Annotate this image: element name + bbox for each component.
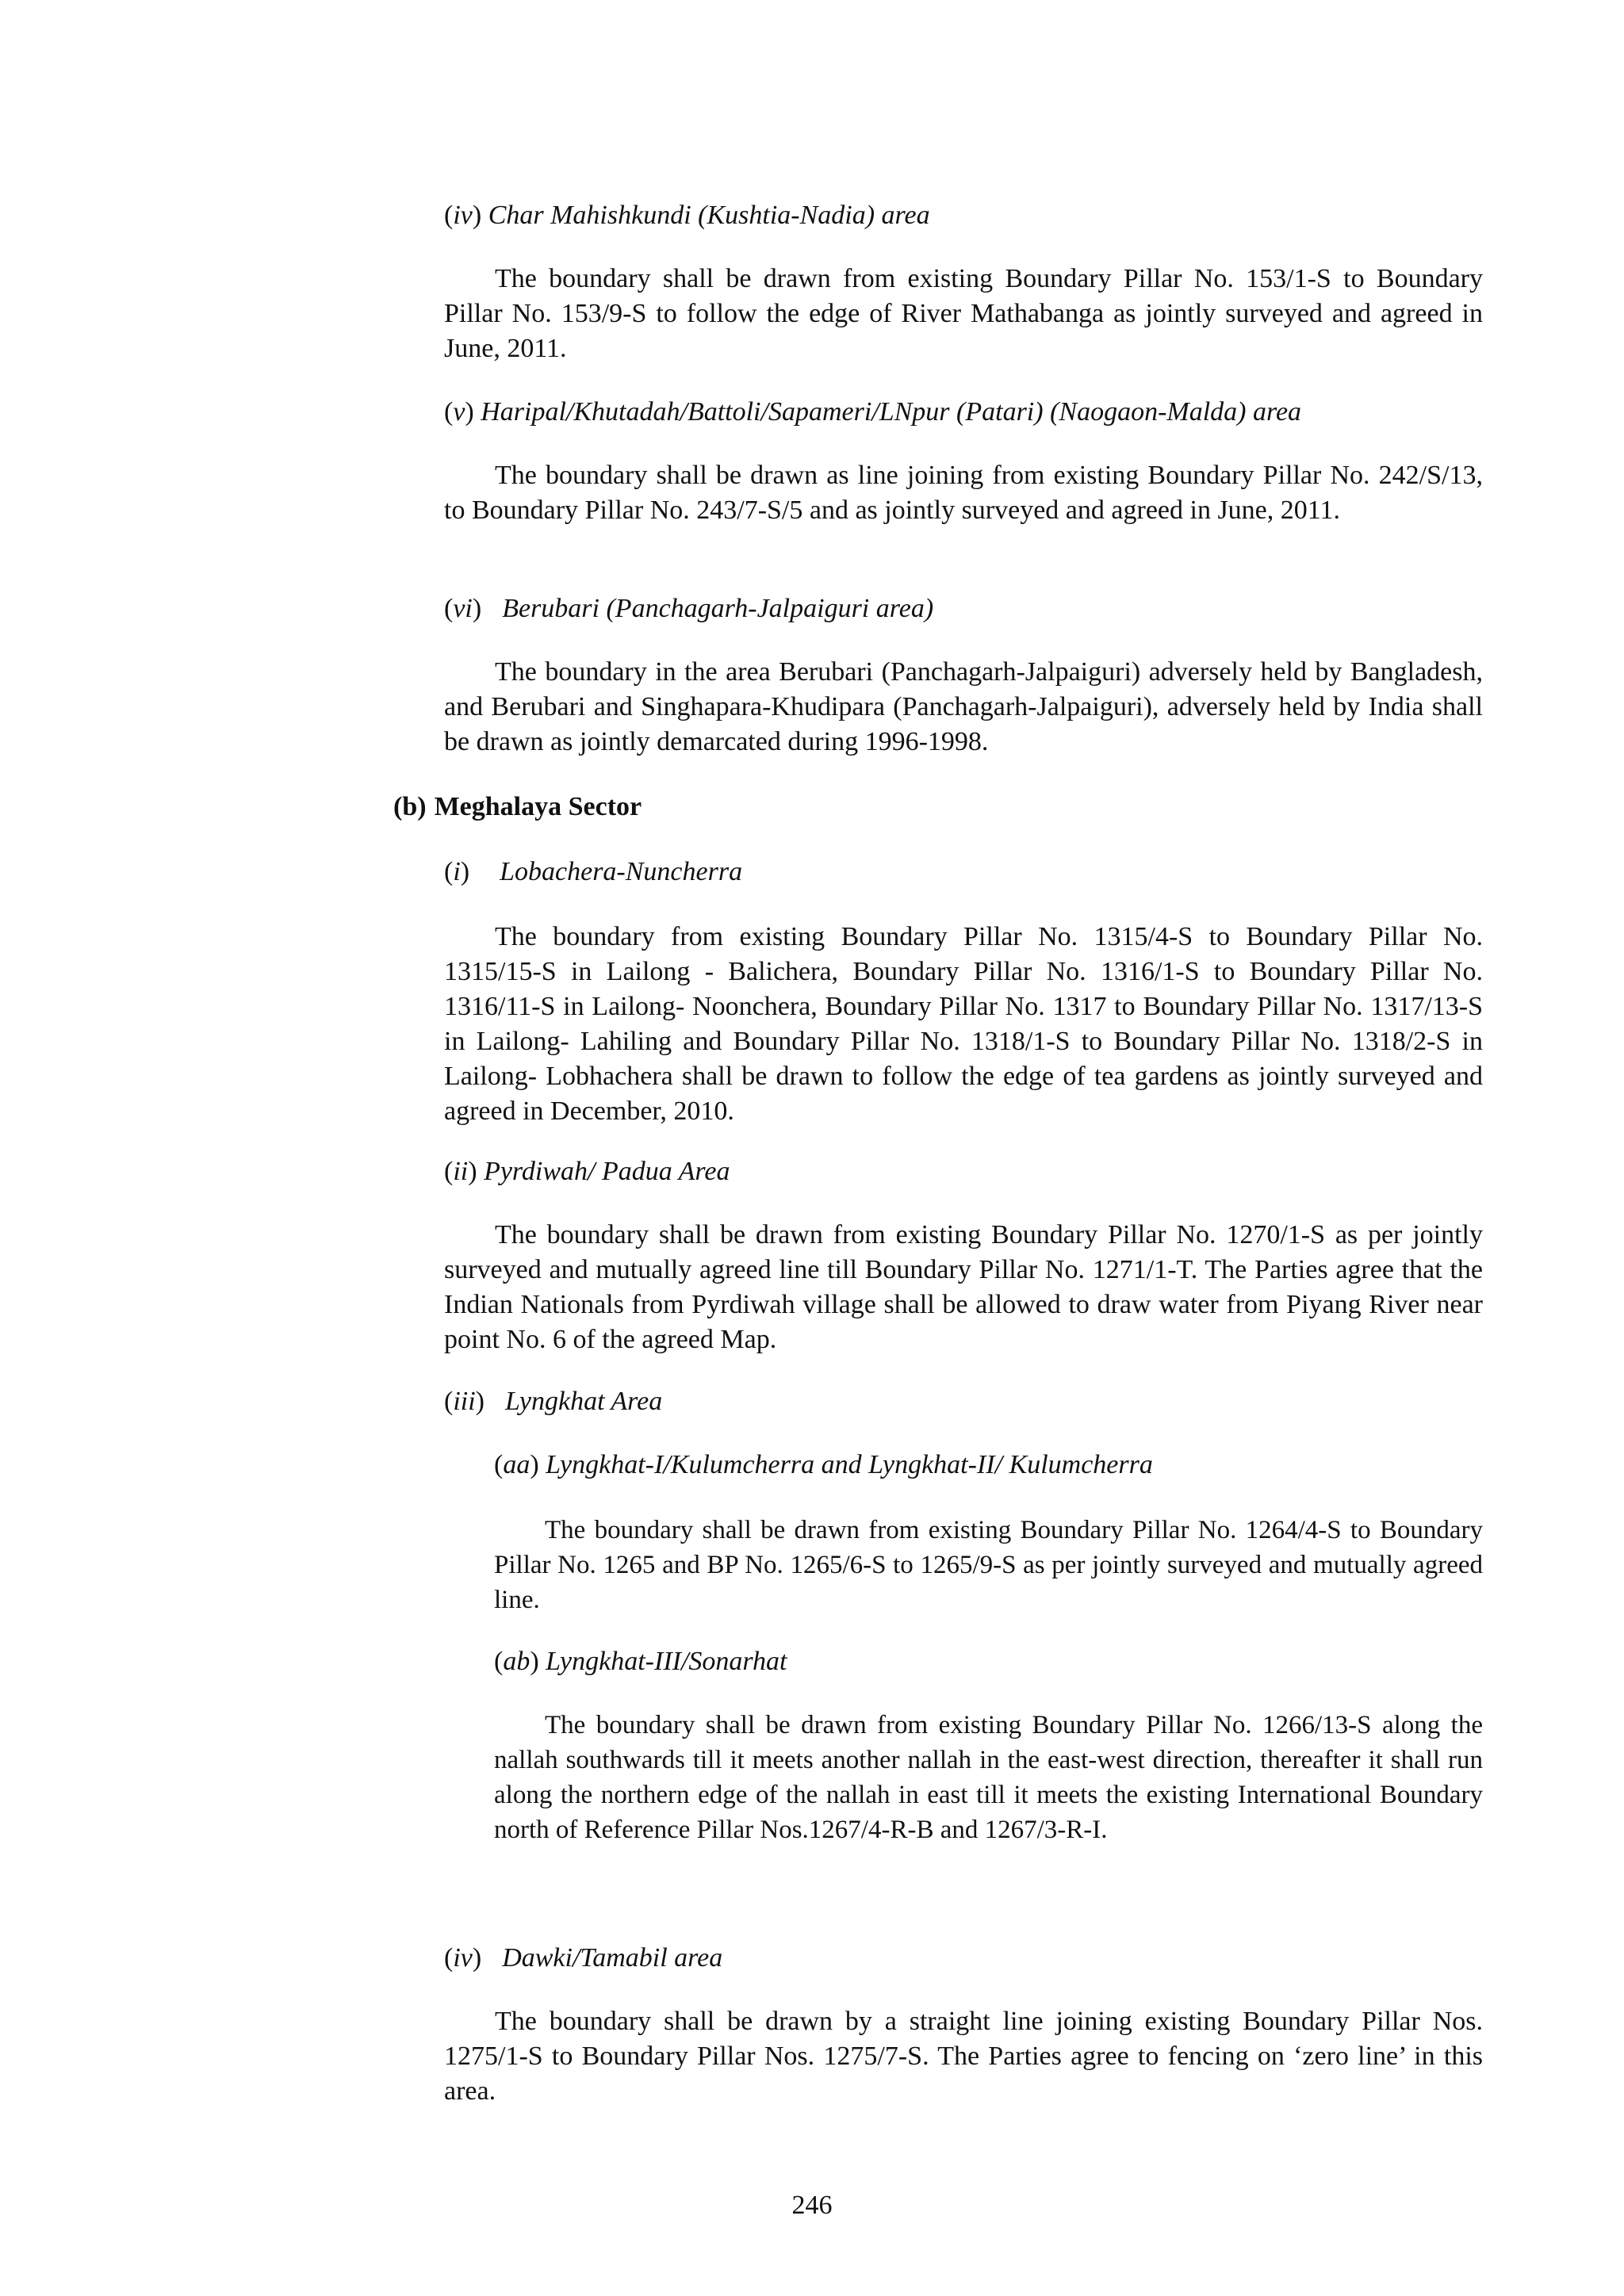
- section-title: Lyngkhat Area: [505, 1387, 663, 1416]
- section-number: iii: [453, 1387, 476, 1416]
- section-paragraph: The boundary in the area Berubari (Panchagarh-Jalpaiguri) adversely held by Bangladesh, and Berubari and Singhapara-Khudipara (Panchagarh-Jalpaiguri), adversely held by India shall be drawn as jointly demarcated during 1996-1998.: [444, 657, 1483, 756]
- section-title: Haripal/Khutadah/Battoli/Sapameri/LNpur (Patari) (Naogaon-Malda) area: [481, 397, 1302, 427]
- section-heading-iv-dawki: (iv) Dawki/Tamabil area: [444, 1943, 723, 1973]
- section-number: i: [453, 857, 461, 886]
- section-title: Berubari (Panchagarh-Jalpaiguri area): [502, 594, 934, 623]
- section-paragraph: The boundary shall be drawn as line joining from existing Boundary Pillar No. 242/S/13, to Boundary Pillar No. 243/7-S/5 and as jointly surveyed and agreed in June, 2011.: [444, 461, 1483, 525]
- section-paragraph: The boundary shall be drawn by a straight line joining existing Boundary Pillar Nos. 1275/1-S to Boundary Pillar Nos. 1275/7-S. The Parties agree to fencing on ‘zero line’ in this area.: [444, 2007, 1483, 2106]
- section-heading-iii: (iii) Lyngkhat Area: [444, 1387, 663, 1416]
- sector-heading: [393, 790, 642, 825]
- subsection-title: Lyngkhat-III/Sonarhat: [546, 1647, 787, 1676]
- section-number: iv: [453, 1943, 473, 1973]
- sector-title: Meghalaya Sector: [434, 792, 642, 821]
- subsection-number: aa: [503, 1450, 530, 1479]
- subsection-heading-ab: (ab) Lyngkhat-III/Sonarhat: [494, 1647, 787, 1676]
- section-number: iv: [453, 201, 473, 230]
- page-number: 246: [791, 2191, 833, 2220]
- subsection-paragraph: The boundary shall be drawn from existing Boundary Pillar No. 1266/13-S along the nallah southwards till it meets another nallah in the east-west direction, thereafter it shall run along the northern edge of the nallah in east till it meets the existing International Boundary north of Reference Pillar Nos.1267/4-R-B and 1267/3-R-I.: [494, 1711, 1483, 1844]
- section-paragraph: The boundary shall be drawn from existing Boundary Pillar No. 153/1-S to Boundary Pillar No. 153/9-S to follow the edge of River Mathabanga as jointly surveyed and agreed in June, 2011.: [444, 264, 1483, 363]
- section-heading-ii: (ii) Pyrdiwah/ Padua Area: [444, 1157, 730, 1186]
- section-paragraph: The boundary from existing Boundary Pillar No. 1315/4-S to Boundary Pillar No. 1315/15-S in Lailong - Balichera, Boundary Pillar No. 1316/1-S to Boundary Pillar No. 1316/11-S in Lailong- Noonchera, Boundary Pillar No. 1317 to Boundary Pillar No. 1317/13-S in Lailong- Lahiling and Boundary Pillar No. 1318/1-S to Boundary Pillar No. 1318/2-S in Lailong- Lobhachera shall be drawn to follow the edge of tea gardens as jointly surveyed and agreed in December, 2010.: [444, 922, 1483, 1126]
- sector-label: (b): [393, 792, 427, 821]
- section-title: Lobachera-Nuncherra: [500, 857, 743, 886]
- section-title: Pyrdiwah/ Padua Area: [484, 1157, 730, 1186]
- subsection-number: ab: [503, 1647, 530, 1676]
- section-heading-i: (i) Lobachera-Nuncherra: [444, 857, 743, 886]
- section-number: vi: [453, 594, 473, 623]
- section-title: Dawki/Tamabil area: [502, 1943, 723, 1973]
- section-paragraph: The boundary shall be drawn from existing Boundary Pillar No. 1270/1-S as per jointly surveyed and mutually agreed line till Boundary Pillar No. 1271/1-T. The Parties agree that the Indian Nationals from Pyrdiwah village shall be allowed to draw water from Piyang River near point No. 6 of the agreed Map.: [444, 1220, 1483, 1354]
- subsection-title: Lyngkhat-I/Kulumcherra and Lyngkhat-II/ Kulumcherra: [546, 1450, 1153, 1479]
- section-number: ii: [453, 1157, 469, 1186]
- section-heading-iv: (iv) Char Mahishkundi (Kushtia-Nadia) area: [444, 201, 930, 230]
- subsection-paragraph: The boundary shall be drawn from existing Boundary Pillar No. 1264/4-S to Boundary Pillar No. 1265 and BP No. 1265/6-S to 1265/9-S as per jointly surveyed and mutually agreed line.: [494, 1516, 1483, 1614]
- section-title: Char Mahishkundi (Kushtia-Nadia) area: [488, 201, 930, 230]
- section-heading-v: (v) Haripal/Khutadah/Battoli/Sapameri/LNpur (Patari) (Naogaon-Malda) area: [444, 397, 1302, 427]
- subsection-heading-aa: (aa) Lyngkhat-I/Kulumcherra and Lyngkhat-II/ Kulumcherra: [494, 1450, 1153, 1479]
- section-number: v: [453, 397, 465, 427]
- section-heading-vi: (vi) Berubari (Panchagarh-Jalpaiguri area): [444, 594, 934, 623]
